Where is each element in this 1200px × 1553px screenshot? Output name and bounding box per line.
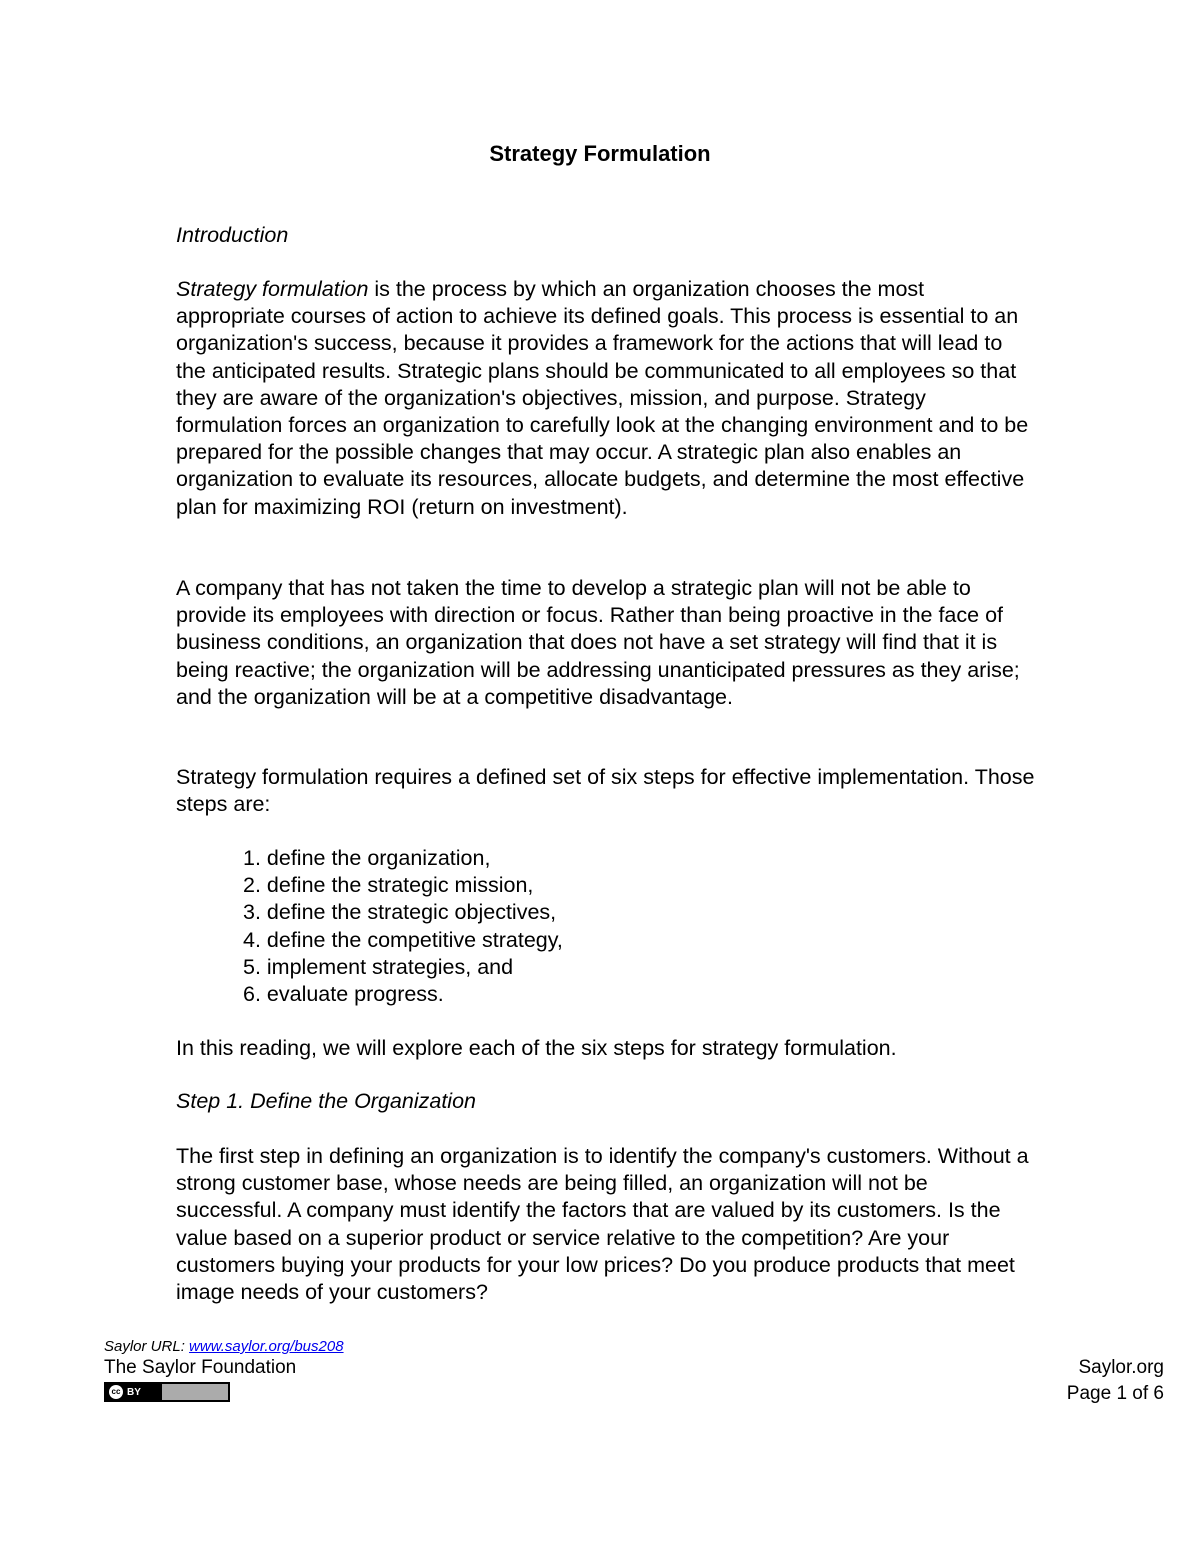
list-item: 4. define the competitive strategy, bbox=[243, 927, 563, 952]
list-item: 3. define the strategic objectives, bbox=[243, 900, 557, 925]
cc-by-license-badge[interactable] bbox=[104, 1382, 230, 1402]
list-item: 1. define the organization, bbox=[243, 846, 491, 870]
paragraph-no-plan bbox=[176, 575, 1036, 711]
list-item: 5. implement strategies, and bbox=[243, 954, 514, 979]
paragraph-customers-text: The first step in defining an organization is to identify the company's customers. Without a strong customer base, whose needs are being filled, an organization will not be successful. A company must identify the factors that are valued by its customers. Is the value based on a superior product or service relative to the competition? Are your customers buying your products for your low prices? Do you produce products that meet image needs of your customers? bbox=[176, 1144, 1029, 1305]
paragraph-no-plan-text: A company that has not taken the time to develop a strategic plan will not be able to provide its employees with direction or focus. Rather than being proactive in the face of business conditions, an organization that does not have a set strategy will find that it is being reactive; the organization will be addressing unanticipated pressures as they arise; and the organization will be at a competitive disadvantage. bbox=[176, 576, 1020, 709]
intro-heading: Introduction bbox=[176, 223, 289, 247]
cc-badge-right bbox=[162, 1384, 228, 1400]
saylor-url-link[interactable]: www.saylor.org/bus208 bbox=[189, 1338, 344, 1355]
creative-commons-icon: cc bbox=[109, 1385, 123, 1399]
footer-right bbox=[1067, 1355, 1164, 1407]
footer-site: Saylor.org bbox=[1078, 1357, 1164, 1378]
intro-paragraph bbox=[176, 276, 1036, 521]
step1-heading: Step 1. Define the Organization bbox=[176, 1089, 476, 1113]
paragraph-customers bbox=[176, 1143, 1036, 1306]
page-title: Strategy Formulation bbox=[489, 141, 711, 166]
paragraph-explore bbox=[176, 1035, 1036, 1062]
paragraph-explore-text: In this reading, we will explore each of the six steps for strategy formulation. bbox=[176, 1036, 897, 1060]
list-item: 6. evaluate progress. bbox=[243, 982, 444, 1007]
footer-left bbox=[104, 1337, 344, 1402]
footer-url-line bbox=[104, 1337, 344, 1357]
list-item: 2. define the strategic mission, bbox=[243, 873, 534, 898]
paragraph-six-steps bbox=[176, 764, 1036, 818]
footer-foundation: The Saylor Foundation bbox=[104, 1357, 297, 1378]
cc-badge-left bbox=[106, 1384, 162, 1400]
paragraph-six-steps-text: Strategy formulation requires a defined set of six steps for effective implementation. Those steps are: bbox=[176, 765, 1035, 817]
license-by-label: BY bbox=[127, 1386, 141, 1398]
steps-list bbox=[243, 845, 563, 1008]
footer-url-label: Saylor URL: bbox=[104, 1338, 190, 1355]
defined-term: Strategy formulation bbox=[176, 277, 369, 301]
page-number: Page 1 of 6 bbox=[1066, 1383, 1164, 1404]
intro-paragraph-text: is the process by which an organization chooses the most appropriate courses of action to achieve its defined goals. This process is essential to an organization's success, because it provides a framework for the actions that will lead to the anticipated results. Strategic plans should be communicated to all employees so that they are aware of the organization's objectives, mission, and purpose. Strategy formulation forces an organization to carefully look at the changing environment and to be prepared for the possible changes that may occur. A strategic plan also enables an organization to evaluate its resources, allocate budgets, and determine the most effective plan for maximizing ROI (return on investment). bbox=[176, 277, 1029, 519]
